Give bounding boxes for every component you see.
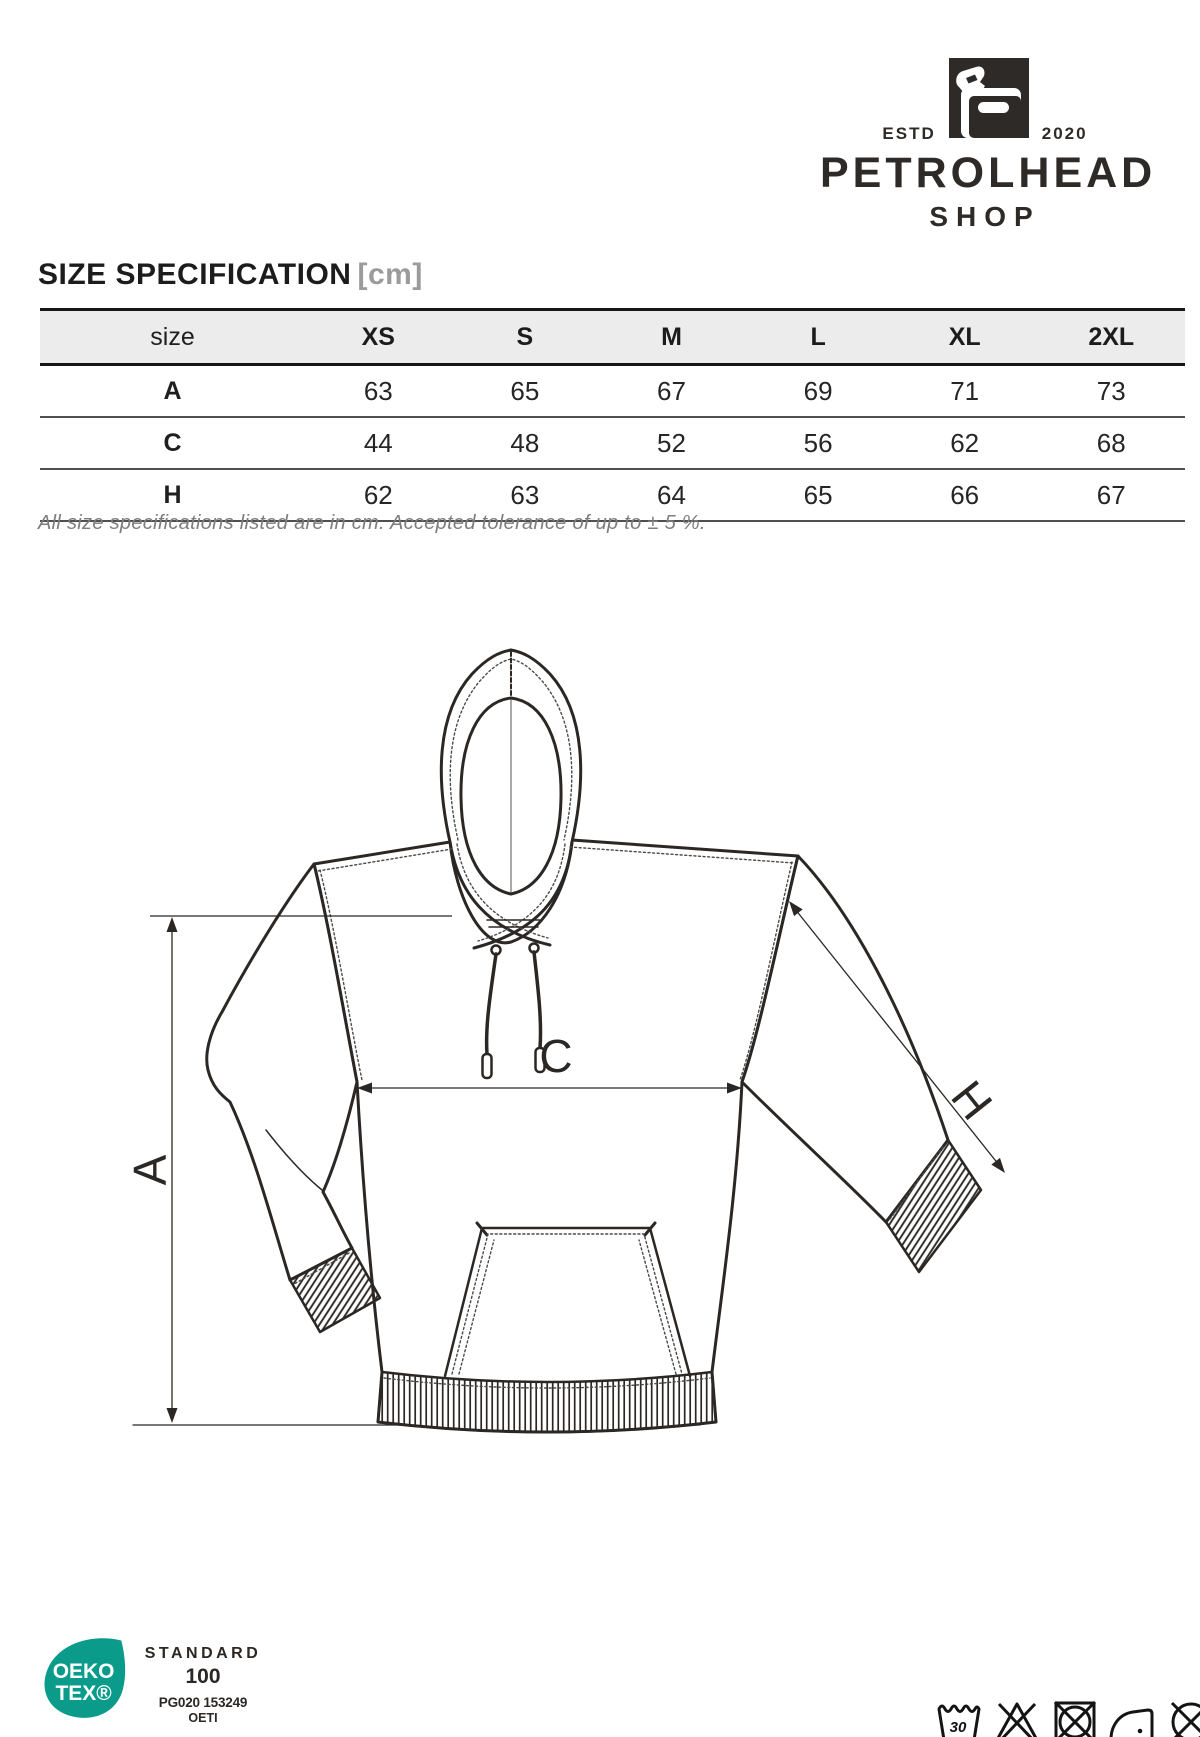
value-h-l: 65 (803, 479, 833, 510)
value-h-m: 64 (657, 479, 686, 510)
value-a-s: 65 (510, 375, 540, 406)
wash-30-icon (933, 1698, 985, 1737)
hoodie-diagram (0, 630, 1200, 1445)
value-h-xl: 66 (950, 479, 980, 510)
value-a-xl: 71 (950, 375, 980, 406)
brand-year-label: 2020 (1041, 124, 1088, 143)
row-label-a: A (163, 376, 182, 405)
care-icons-row (933, 1698, 1200, 1737)
value-h-xs: 62 (363, 479, 393, 510)
row-label-c: C (163, 428, 182, 457)
oeko-label-line2: TEX® (55, 1681, 112, 1705)
cert-number: 100 (185, 1665, 221, 1688)
hem-rib (378, 1372, 716, 1432)
tolerance-note: All size specifications listed are in cm. Accepted tolerance of up to ± 5 %. (38, 512, 706, 534)
certification-block (40, 1637, 262, 1726)
col-header-size: size (150, 322, 195, 351)
brand-estd-row (820, 55, 1150, 143)
value-h-2xl: 67 (1096, 479, 1126, 510)
certification-text (144, 1645, 262, 1726)
iron-one-dot-icon (1107, 1698, 1159, 1737)
oeko-tex-icon (40, 1637, 128, 1726)
col-header-m: M (661, 322, 682, 351)
cert-standard-label: STANDARD (144, 1645, 262, 1662)
col-header-2xl: 2XL (1088, 322, 1135, 351)
value-a-m: 67 (657, 375, 686, 406)
page-title-text: SIZE SPECIFICATION (38, 258, 352, 291)
table-row (40, 366, 1185, 418)
do-not-tumble-dry-icon (1049, 1698, 1101, 1737)
value-c-2xl: 68 (1096, 427, 1126, 458)
value-h-s: 63 (510, 479, 540, 510)
table-row (40, 418, 1185, 470)
brand-logo (820, 55, 1157, 232)
brand-estd-label: ESTD (882, 124, 936, 143)
dim-label-a: A (124, 1154, 176, 1186)
do-not-dry-clean-icon (1165, 1698, 1200, 1737)
brand-name: PETROLHEAD (820, 149, 1157, 197)
dim-label-c: C (539, 1030, 573, 1082)
value-c-xs: 44 (363, 427, 393, 458)
oeko-label-line1: OEKO (52, 1660, 115, 1684)
wash-temp-label: 30 (949, 1719, 967, 1736)
cert-institute: OETI (188, 1711, 218, 1725)
col-header-xl: XL (948, 322, 981, 351)
value-c-m: 52 (657, 427, 686, 458)
size-table-header-row (40, 308, 1185, 366)
value-a-xs: 63 (363, 375, 393, 406)
brand-subtitle: SHOP (929, 201, 1041, 232)
page-title (38, 258, 423, 292)
cert-code: PG020 153249 (158, 1695, 248, 1710)
value-a-l: 69 (803, 375, 833, 406)
row-label-h: H (163, 480, 182, 509)
col-header-l: L (810, 322, 826, 351)
page-title-unit: [cm] (357, 258, 423, 291)
value-c-l: 56 (803, 427, 833, 458)
value-a-2xl: 73 (1096, 375, 1126, 406)
size-table (40, 308, 1185, 522)
dim-label-h: H (941, 1070, 1003, 1130)
col-header-xs: XS (361, 322, 395, 351)
value-c-s: 48 (510, 427, 540, 458)
kangaroo-pocket (445, 1228, 690, 1376)
value-c-xl: 62 (950, 427, 980, 458)
do-not-bleach-icon (991, 1698, 1043, 1737)
jerrycan-icon (949, 58, 1029, 143)
col-header-s: S (516, 322, 534, 351)
